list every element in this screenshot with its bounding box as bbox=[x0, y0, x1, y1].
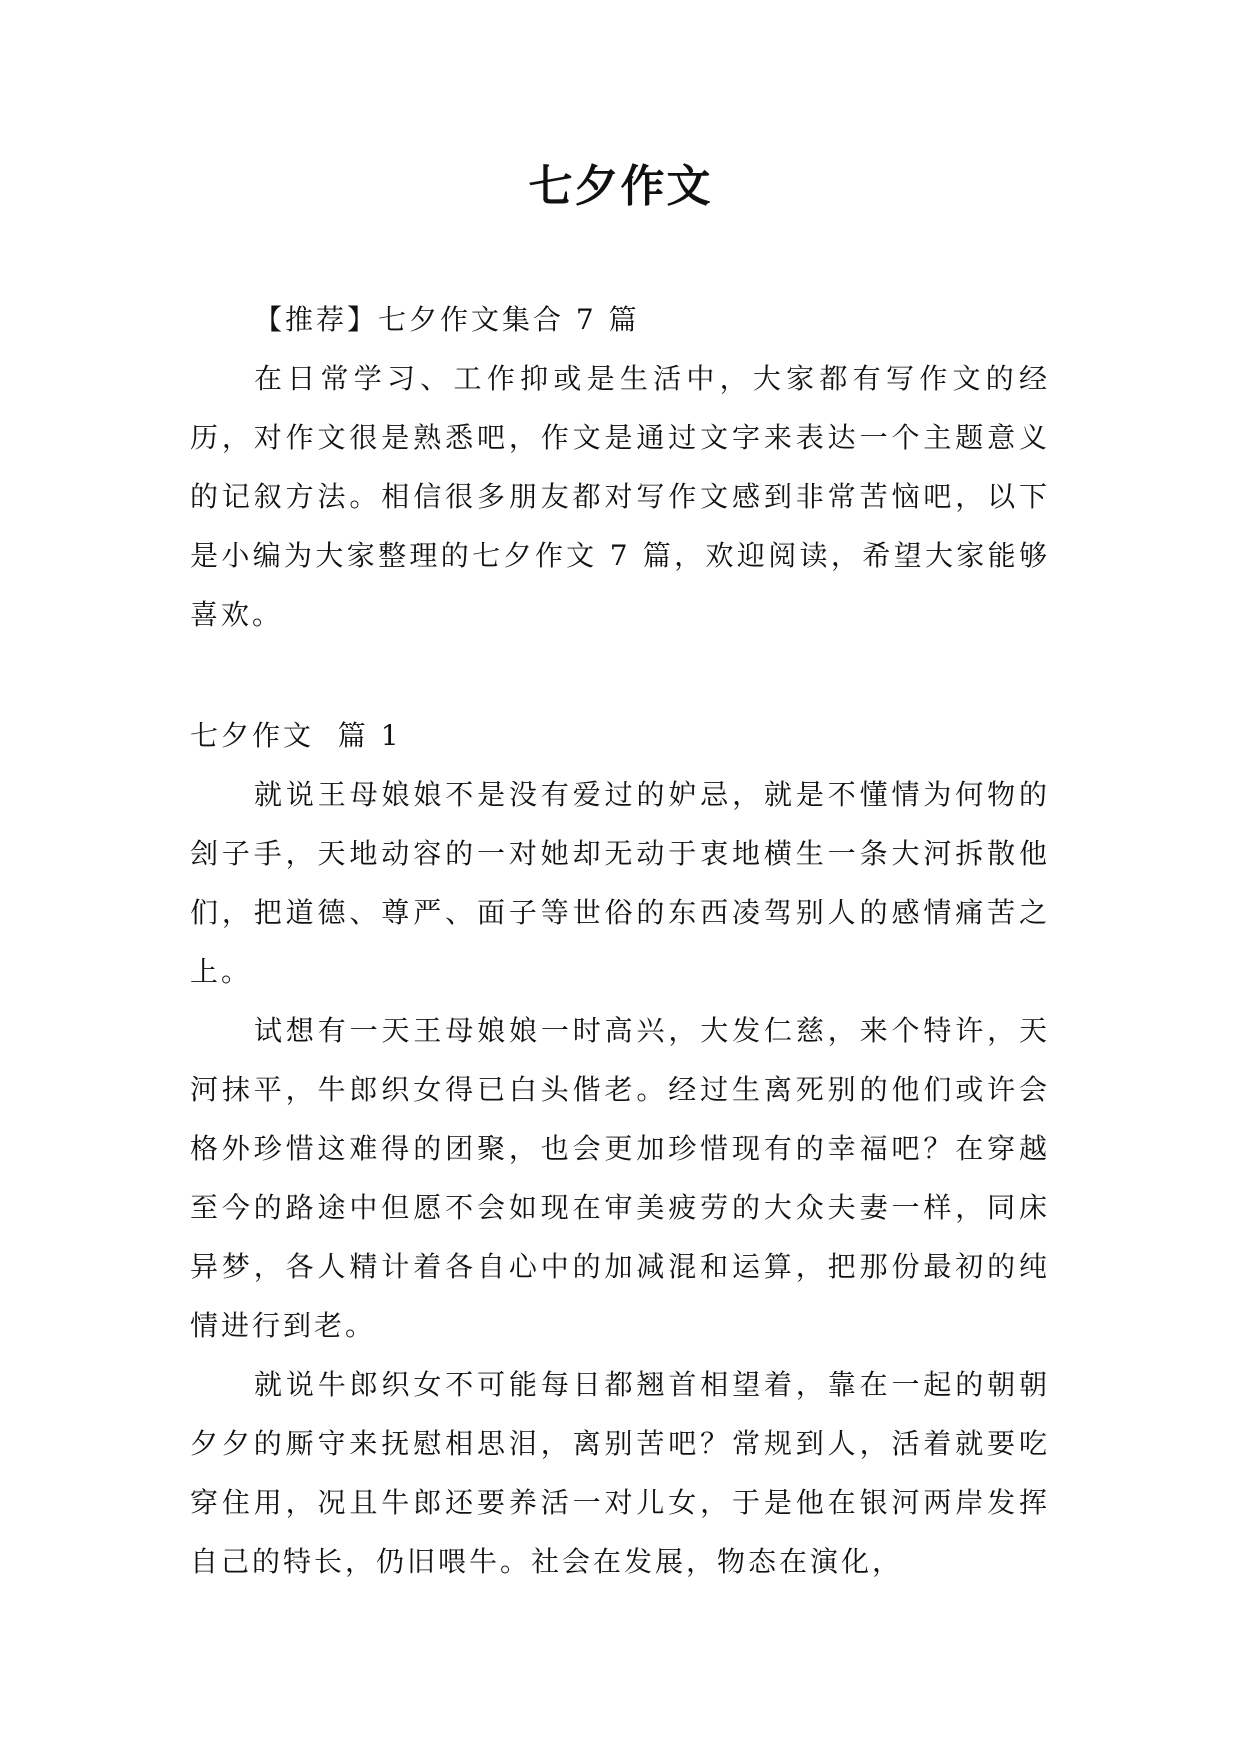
body-paragraph-1: 就说王母娘娘不是没有爱过的妒忌，就是不懂情为何物的刽子手，天地动容的一对她却无动于衷地横生一条大河拆散他们，把道德、尊严、面子等世俗的东西凌驾别人的感情痛苦之上。 bbox=[190, 778, 1050, 988]
body-paragraph-2: 试想有一天王母娘娘一时高兴，大发仁慈，来个特许，天河抹平，牛郎织女得已白头偕老。经过生离死别的他们或许会格外珍惜这难得的团聚，也会更加珍惜现有的幸福吧？在穿越至今的路途中但愿不会如现在审美疲劳的大众夫妻一样，同床异梦，各人精计着各自心中的加减混和运算，把那份最初的纯情进行到老。 bbox=[190, 1014, 1050, 1342]
document-body bbox=[190, 290, 1050, 1591]
body-paragraph-3: 就说牛郎织女不可能每日都翘首相望着，靠在一起的朝朝夕夕的厮守来抚慰相思泪，离别苦吧？常规到人，活着就要吃穿住用，况且牛郎还要养活一对儿女，于是他在银河两岸发挥自己的特长，仍旧喂牛。社会在发展，物态在演化， bbox=[190, 1368, 1050, 1578]
document-subtitle: 【推荐】七夕作文集合 7 篇 bbox=[254, 303, 640, 336]
intro-paragraph: 在日常学习、工作抑或是生活中，大家都有写作文的经历，对作文很是熟悉吧，作文是通过文字来表达一个主题意义的记叙方法。相信很多朋友都对写作文感到非常苦恼吧，以下是小编为大家整理的七夕作文 7 篇，欢迎阅读，希望大家能够喜欢。 bbox=[190, 362, 1050, 631]
section-heading: 七夕作文 篇 1 bbox=[190, 719, 402, 752]
section-spacer bbox=[190, 644, 1050, 706]
document-title: 七夕作文 bbox=[528, 161, 713, 212]
